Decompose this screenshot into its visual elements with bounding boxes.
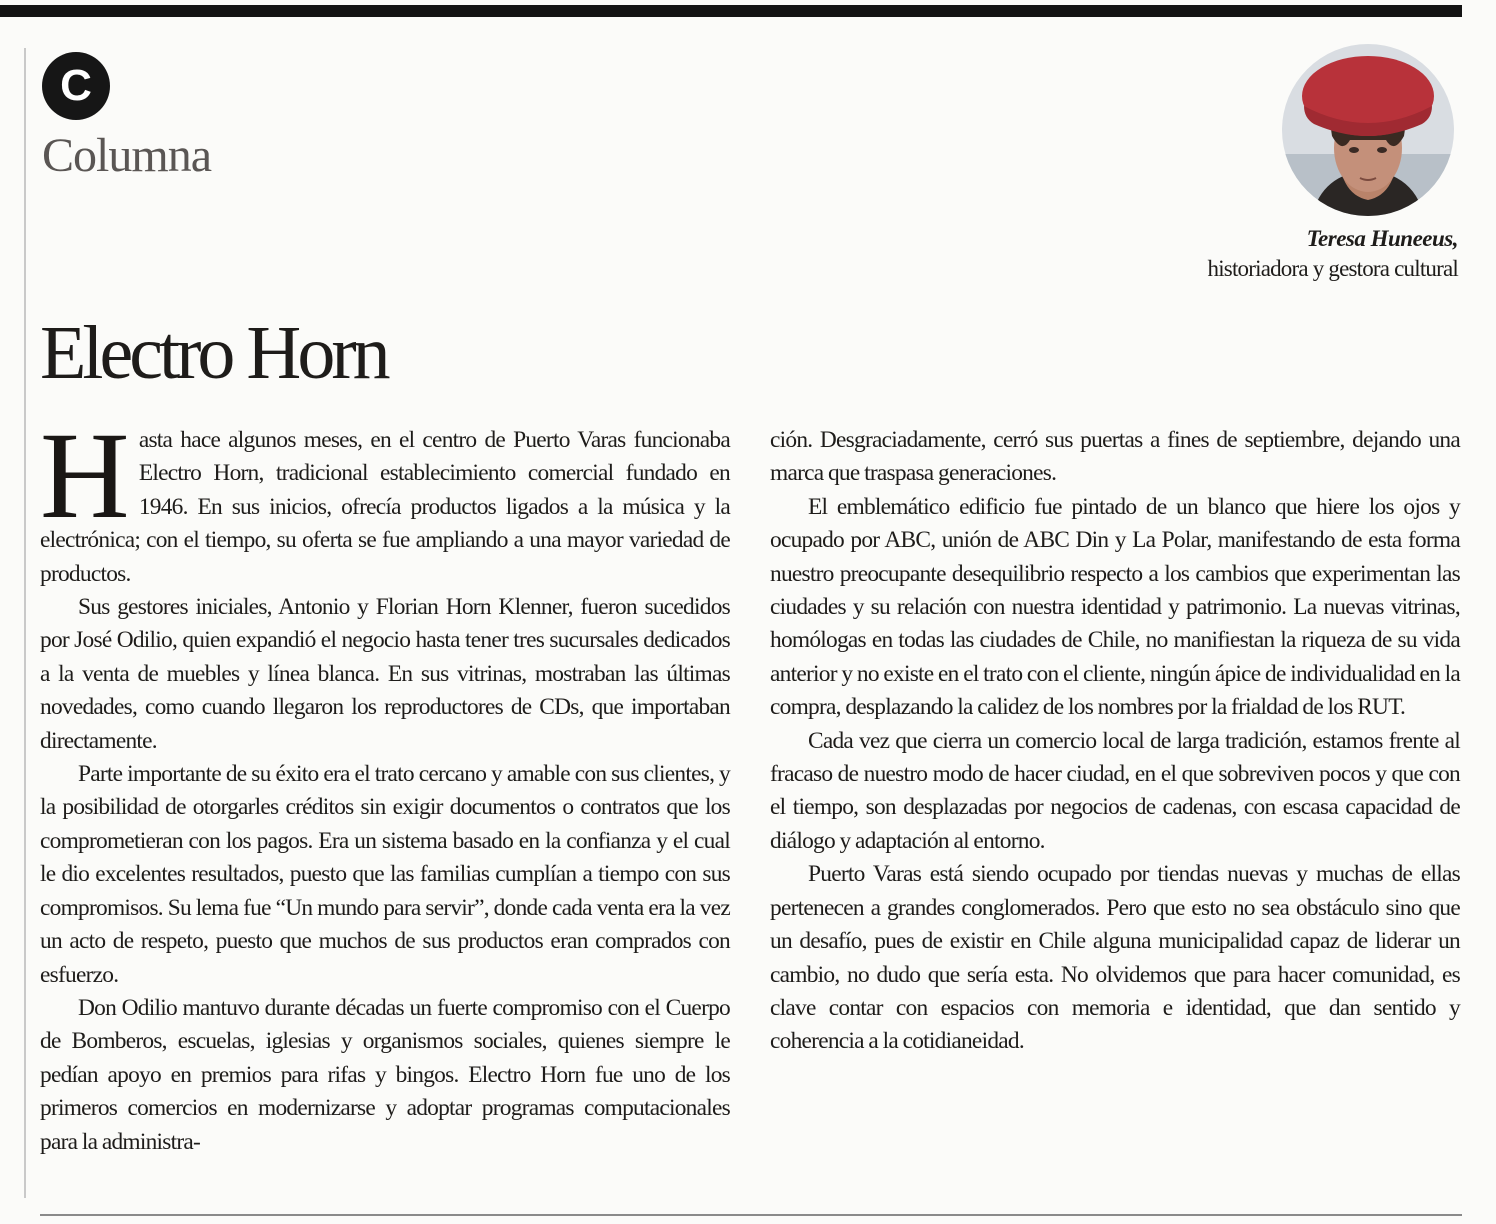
article-column-1 <box>40 407 730 1159</box>
section-label: Columna <box>42 129 211 182</box>
author-portrait-image <box>1282 44 1454 216</box>
paragraph: ción. Desgraciadamente, cerró sus puertas a fines de septiembre, dejando una marca que traspasa generaciones. <box>770 427 1460 487</box>
drop-cap: H <box>40 407 129 544</box>
left-margin-rule <box>24 48 26 1198</box>
top-rule <box>0 5 1462 17</box>
paragraph: El emblemático edificio fue pintado de un blanco que hiere los ojos y ocupado por ABC, unión de ABC Din y La Polar, manifestando de esta forma nuestro preocupante desequilibrio respecto a los cambios que experimentan las ciudades y su relación con nuestra identidad y patrimonio. La nuevas vitrinas, homólogas en todas las ciudades de Chile, no manifiestan la riqueza de su vida anterior y no existe en el trato con el cliente, ningún ápice de individualidad en la compra, desplazando la calidez de los nombres por la frialdad de los RUT. <box>770 493 1460 721</box>
paragraph: Don Odilio mantuvo durante décadas un fuerte compromiso con el Cuerpo de Bomberos, escuelas, iglesias y organismos sociales, quienes siempre le pedían apoyo en premios para rifas y bingos. Electro Horn fue uno de los primeros comercios en modernizarse y adoptar programas computacionales para la administra- <box>40 994 730 1155</box>
column-badge <box>42 52 110 120</box>
paragraph: Sus gestores iniciales, Antonio y Florian Horn Klenner, fueron sucedidos por José Odilio, quien expandió el negocio hasta tener tres sucursales dedicados a la venta de muebles y línea blanca. En sus vitrinas, mostraban las últimas novedades, como cuando llegaron los reproductores de CDs, que importaban directamente. <box>40 594 730 754</box>
article-headline: Electro Horn <box>40 311 387 395</box>
paragraph: Parte importante de su éxito era el trato cercano y amable con sus clientes, y la posibilidad de otorgarles créditos sin exigir documentos o contratos que los comprometieran con los pagos. Era un sistema basado en la confianza y el cual le dio excelentes resultados, puesto que las familias cumplían a tiempo con sus compromisos. Su lema fue “Un mundo para servir”, donde cada venta era la vez un acto de respeto, puesto que muchos de sus productos eran comprados con esfuerzo. <box>40 761 730 988</box>
author-role: historiadora y gestora cultural <box>1207 256 1458 281</box>
author-name: Teresa Huneeus, <box>1306 226 1458 251</box>
paragraph: Puerto Varas está siendo ocupado por tiendas nuevas y muchas de ellas pertenecen a grandes conglomerados. Pero que esto no sea obstáculo sino que un desafío, pues de existir en Chile alguna municipalidad capaz de liderar un cambio, no dudo que sería esta. No olvidemos que para hacer comunidad, es clave contar con espacios con memoria e identidad, que dan sentido y coherencia a la cotidianeidad. <box>770 861 1460 1055</box>
bottom-rule <box>40 1214 1462 1216</box>
author-byline <box>1208 226 1458 282</box>
paragraph-text: asta hace algunos meses, en el centro de Puerto Varas funcionaba Electro Horn, tradicional establecimiento comercial fundado en 1946. En sus inicios, ofrecía productos ligados a la música y la electrónica; con el tiempo, su oferta se fue ampliando a una mayor variedad de productos. <box>40 427 730 587</box>
badge-letter: C <box>60 61 92 110</box>
paragraph <box>40 407 730 591</box>
article-column-2 <box>770 424 1460 1059</box>
author-photo <box>1282 44 1454 216</box>
paragraph: Cada vez que cierra un comercio local de larga tradición, estamos frente al fracaso de nuestro modo de hacer ciudad, en el que sobreviven pocos y que con el tiempo, son desplazadas por negocios de cadenas, con escasa capacidad de diálogo y adaptación al entorno. <box>770 727 1460 854</box>
